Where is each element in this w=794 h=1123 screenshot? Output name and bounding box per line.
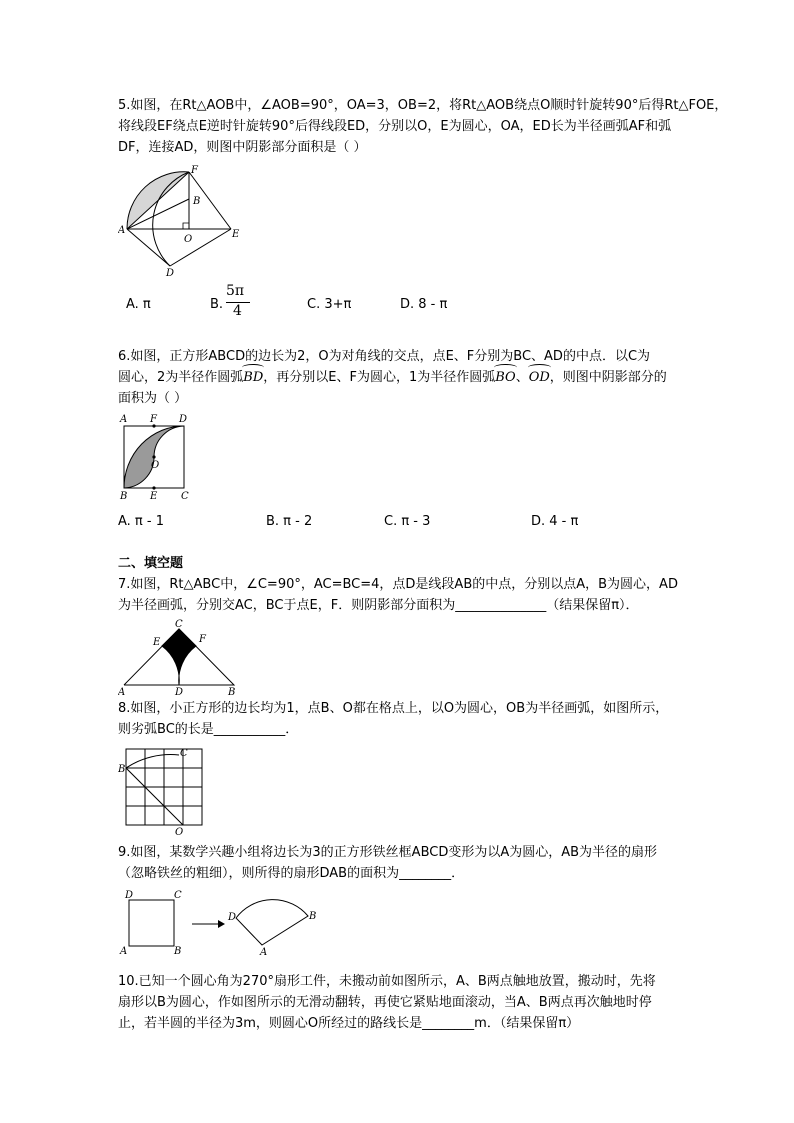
q8-figure bbox=[118, 743, 208, 837]
q7-shaded-region bbox=[162, 629, 196, 685]
q6-label-f: F bbox=[150, 414, 157, 425]
q6-label-d: D bbox=[179, 414, 188, 425]
q9-label-d2: D bbox=[228, 912, 237, 923]
q7-figure bbox=[118, 618, 240, 696]
q8-label-c: C bbox=[180, 748, 188, 759]
q6-label-o: O bbox=[151, 460, 160, 471]
q5-line-3: DF，连接AD，则图中阴影部分面积是（ ） bbox=[118, 140, 367, 155]
q6-arc-od: OD bbox=[529, 367, 550, 389]
q8-line-1: 8.如图，小正方形的边长均为1，点B、O都在格点上，以O为圆心，OB为半径画弧，如图所示， bbox=[118, 701, 669, 716]
q8-label-o: O bbox=[175, 827, 184, 837]
q9-label-d: D bbox=[125, 890, 134, 901]
q5-label-e: E bbox=[232, 229, 240, 240]
q5-option-b-denominator: 4 bbox=[233, 303, 242, 319]
q9-line-2: （忽略铁丝的粗细），则所得的扇形DAB的面积为________． bbox=[118, 866, 465, 881]
q10-line-3: 止，若半圆的半径为3m，则圆心O所经过的路线长是________m．（结果保留π） bbox=[118, 1016, 580, 1031]
q6-option-c: C. π - 3 bbox=[384, 514, 431, 529]
q10-line-1: 10.已知一个圆心角为270°扇形工件，未搬动前如图所示，A、B两点触地放置，搬动时，先将 bbox=[118, 974, 656, 989]
q9-sector bbox=[236, 900, 308, 945]
q7-label-e: E bbox=[153, 637, 161, 648]
q5-figure bbox=[118, 162, 250, 278]
q7-line-1: 7.如图，Rt△ABC中，∠C=90°，AC=BC=4，点D是线段AB的中点，分别以点A，B为圆心，AD bbox=[118, 577, 678, 592]
q5-line-2: 将线段EF绕点E逆时针旋转90°后得线段ED，分别以O，E为圆心，OA，ED长为半径画弧AF和弧 bbox=[118, 119, 672, 134]
q9-label-a2: A bbox=[260, 947, 268, 957]
q8-label-b: B bbox=[118, 764, 126, 775]
q5-option-b-numerator: 5π bbox=[226, 283, 245, 299]
q6-label-a: A bbox=[120, 414, 128, 425]
q9-line-1: 9.如图，某数学兴趣小组将边长为3的正方形铁丝框ABCD变形为以A为圆心，AB为半径的扇形 bbox=[118, 845, 658, 860]
q5-option-c: C. 3+π bbox=[307, 297, 352, 312]
q8-arc-bc bbox=[126, 755, 179, 768]
q9-label-a: A bbox=[120, 946, 128, 957]
q6-line-2-part-c: 、 bbox=[515, 370, 529, 385]
q5-label-a: A bbox=[118, 225, 126, 236]
q5-option-d: D. 8 - π bbox=[400, 297, 448, 312]
q6-label-c: C bbox=[181, 491, 189, 502]
q5-option-a: A. π bbox=[126, 297, 151, 312]
q5-label-o: O bbox=[184, 234, 193, 245]
q6-label-e: E bbox=[150, 491, 158, 502]
q6-option-a: A. π - 1 bbox=[118, 514, 164, 529]
q6-line-3: 面积为（ ） bbox=[118, 391, 188, 406]
q7-line-2: 为半径画弧，分别交AC，BC于点E，F．则阴影部分面积为______________（结果保留π）． bbox=[118, 598, 639, 613]
q7-label-c: C bbox=[175, 619, 183, 630]
q6-line-2-part-b: ，再分别以E、F为圆心，1为半径作圆弧 bbox=[263, 370, 496, 385]
q5-label-b: B bbox=[193, 196, 201, 207]
q5-line-1: 5.如图，在Rt△AOB中，∠AOB=90°，OA=3，OB=2，将Rt△AOB绕点O顺时针旋转90°后得Rt△FOE， bbox=[118, 98, 728, 113]
q10-line-2: 扇形以B为圆心，作如图所示的无滑动翻转，再使它紧贴地面滚动，当A、B两点再次触地时停 bbox=[118, 995, 652, 1010]
q7-label-a: A bbox=[118, 687, 126, 696]
q6-label-b: B bbox=[120, 491, 128, 502]
section-fill-in-title: 二、填空题 bbox=[118, 556, 184, 571]
q6-figure bbox=[118, 413, 194, 503]
q8-line-2: 则劣弧BC的长是___________． bbox=[118, 722, 299, 737]
q7-label-b: B bbox=[228, 687, 236, 696]
q5-label-d: D bbox=[166, 268, 175, 278]
q9-label-b: B bbox=[174, 946, 182, 957]
q9-figure bbox=[118, 889, 324, 957]
q9-label-b2: B bbox=[309, 911, 317, 922]
q6-line-2-part-d: ，则图中阴影部分的 bbox=[549, 370, 667, 385]
q9-label-c: C bbox=[174, 890, 182, 901]
q6-arc-bd: BD bbox=[243, 367, 263, 389]
q6-option-d: D. 4 - π bbox=[531, 514, 579, 529]
q6-line-2 bbox=[118, 367, 667, 389]
q6-line-2-part-a: 圆心，2为半径作圆弧 bbox=[118, 370, 244, 385]
q7-label-f: F bbox=[199, 634, 206, 645]
q7-label-d: D bbox=[175, 687, 184, 696]
q5-option-b-prefix: B. bbox=[210, 297, 224, 312]
q6-line-1: 6.如图，正方形ABCD的边长为2，O为对角线的交点，点E、F分别为BC、AD的中点．以C为 bbox=[118, 349, 651, 364]
q6-option-b: B. π - 2 bbox=[266, 514, 313, 529]
q5-label-f: F bbox=[191, 165, 198, 176]
q6-arc-bo: BO bbox=[495, 367, 515, 389]
